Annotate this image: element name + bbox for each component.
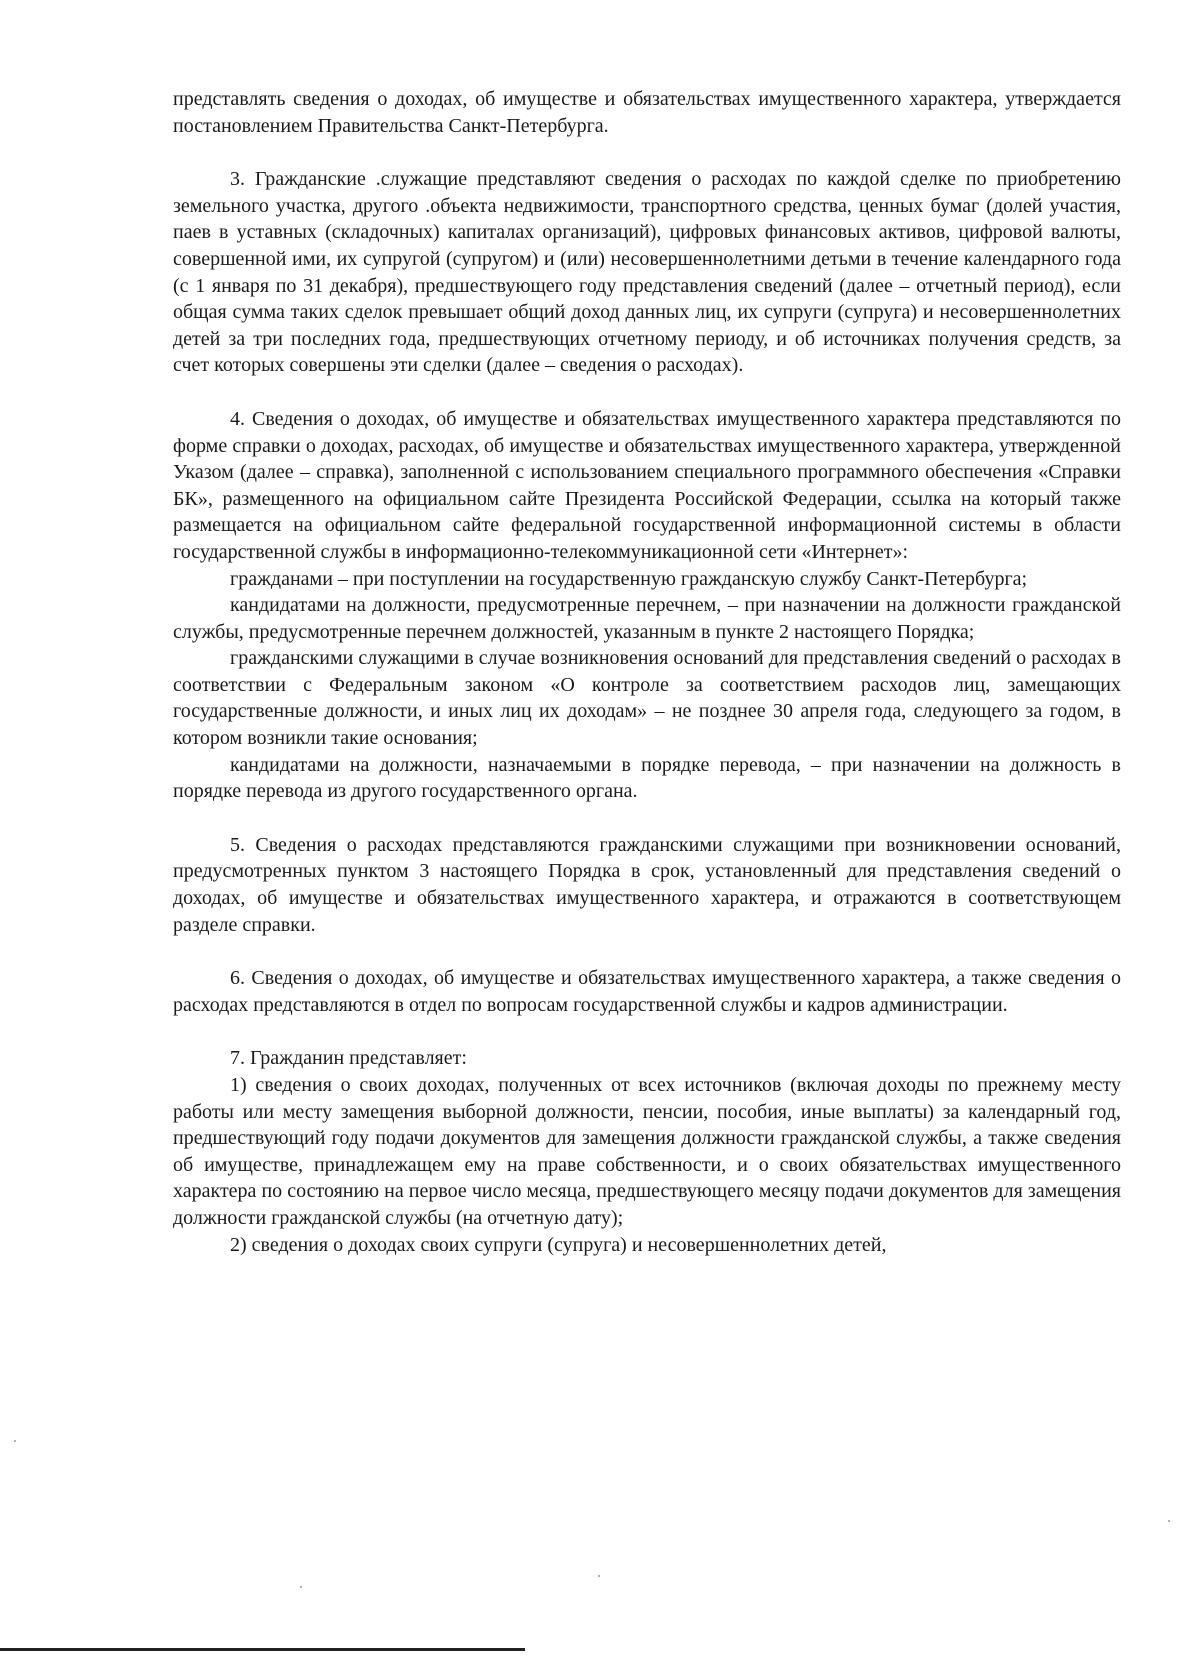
document-body [173, 86, 1121, 1258]
scan-speck [598, 1575, 600, 1577]
paragraph-item-4-civil-servants: гражданскими служащими в случае возникновения оснований для представления сведений о расходах в соответствии с Федеральным законом «О контроле за соответствием расходов лиц, замещающих государственные должности, и иных лиц их доходам» – не позднее 30 апреля года, следующего за годом, в котором возникли такие основания; [173, 647, 1121, 750]
paragraph-item-7-1: 1) сведения о своих доходах, полученных от всех источников (включая доходы по прежнему месту работы или месту замещения выборной должности, пенсии, пособия, иные выплаты) за календарный год, предшествующий году подачи документов для замещения должности гражданской службы, а также сведения об имуществе, принадлежащем ему на праве собственности, и о своих обязательствах имущественного характера по состоянию на первое число месяца, предшествующего месяцу подачи документов для замещения должности гражданской службы (на отчетную дату); [173, 1074, 1121, 1229]
paragraph-item-3: 3. Гражданские .служащие представляют сведения о расходах по каждой сделке по приобретению земельного участка, другого .объекта недвижимости, транспортного средства, ценных бумаг (долей участия, паев в уставных (складочных) капиталах организаций), цифровых финансовых активов, цифровой валюты, совершенной ими, их супругой (супругом) и (или) несовершеннолетними детьми в течение календарного года (с 1 января по 31 декабря), предшествующего году представления сведений (далее – отчетный период), если общая сумма таких сделок превышает общий доход данных лиц, их супруги (супруга) и несовершеннолетних детей за три последних года, предшествующих отчетному периоду, и об источниках получения средств, за счет которых совершены эти сделки (далее – сведения о расходах). [173, 168, 1121, 377]
paragraph-intro: представлять сведения о доходах, об имуществе и обязательствах имущественного характера, утверждается постановлением Правительства Санкт-Петербурга. [173, 88, 1121, 137]
paragraph-item-7: 7. Гражданин представляет: [230, 1047, 467, 1070]
paragraph-item-4-citizens: гражданами – при поступлении на государственную гражданскую службу Санкт-Петербурга; [230, 567, 1028, 590]
scan-speck [14, 1440, 16, 1442]
paragraph-item-4: 4. Сведения о доходах, об имуществе и обязательствах имущественного характера представляются по форме справки о доходах, расходах, об имуществе и обязательствах имущественного характера, утвержденной Указом (далее – справка), заполненной с использованием специального программного обеспечения «Справки БК», размещенного на официальном сайте Президента Российской Федерации, ссылка на который также размещается на официальном сайте федеральной государственной информационной системы в области государственной службы в информационно-телекоммуникационной сети «Интернет»: [173, 407, 1121, 563]
page-bottom-edge [0, 1648, 525, 1651]
paragraph-item-4-candidates: кандидатами на должности, предусмотренные перечнем, – при назначении на должности гражданской службы, предусмотренные перечнем должностей, указанным в пункте 2 настоящего Порядка; [173, 594, 1121, 643]
paragraph-item-5: 5. Сведения о расходах представляются гражданскими служащими при возникновении оснований, предусмотренных пунктом 3 настоящего Порядка в срок, установленный для представления сведений о доходах, об имуществе и обязательствах имущественного характера, и отражаются в соответствующем разделе справки. [173, 833, 1121, 936]
paragraph-item-4-transfer-candidates: кандидатами на должности, назначаемыми в порядке перевода, – при назначении на должность в порядке перевода из другого государственного органа. [173, 753, 1121, 803]
paragraph-item-7-2: 2) сведения о доходах своих супруги (супруга) и несовершеннолетних детей, [230, 1233, 887, 1256]
scan-speck [300, 1586, 302, 1588]
scan-speck [1168, 1520, 1170, 1522]
paragraph-item-6: 6. Сведения о доходах, об имуществе и обязательствах имущественного характера, а также сведения о расходах представляются в отдел по вопросам государственной службы и кадров администрации. [173, 967, 1121, 1016]
